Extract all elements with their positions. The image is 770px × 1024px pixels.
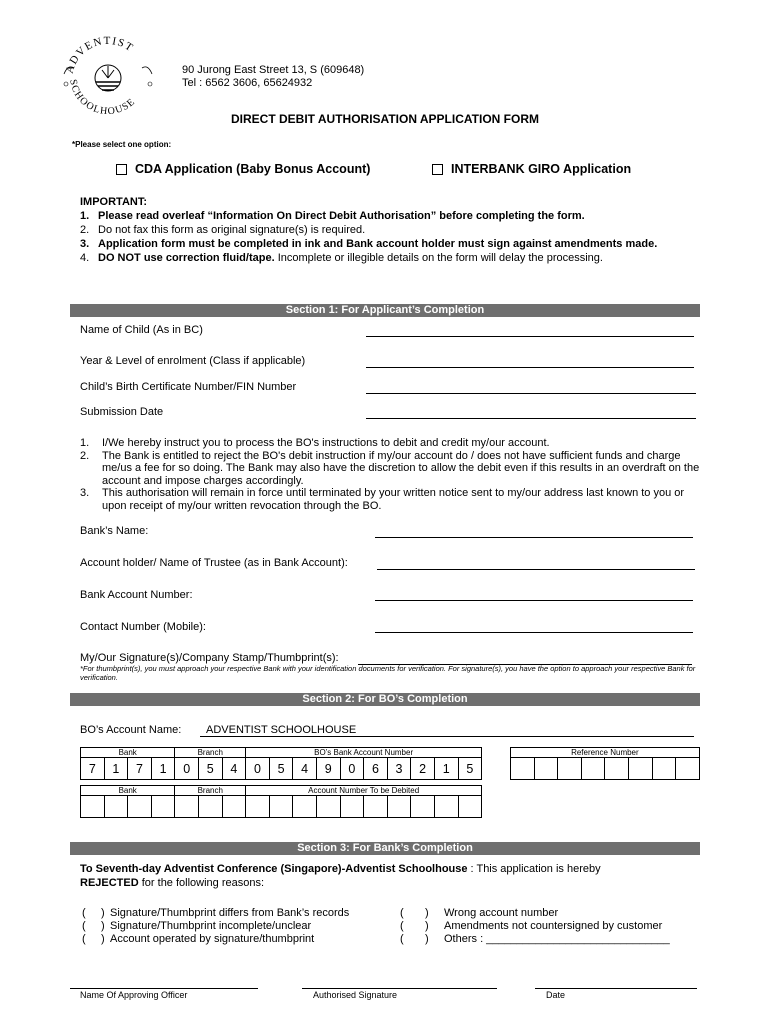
reference-number-table <box>510 747 700 780</box>
declaration-item: 3. This authorisation will remain in force until terminated by your written notice sent to my/our address last known to you or upon receipt of my/our written revocation through the BO. <box>80 487 685 512</box>
branch-digit: 5 <box>198 758 222 780</box>
reference-cell[interactable] <box>558 758 582 780</box>
intro-addressee: To Seventh-day Adventist Conference (Singapore)-Adventist Schoolhouse <box>80 863 468 875</box>
branch-digit: 4 <box>222 758 246 780</box>
account-cell[interactable] <box>387 796 411 818</box>
important-item: 2. Do not fax this form as original signature(s) is required. <box>80 224 366 236</box>
child-name-label: Name of Child (As in BC) <box>80 324 203 336</box>
reference-cell[interactable] <box>628 758 652 780</box>
account-cell[interactable] <box>269 796 293 818</box>
declaration-item: 2. The Bank is entitled to reject the BO's debit instruction if my/our account do / does not have sufficient funds and charge me/us a fee for so doing. The Bank may also have the discretion to allow the debit even if this results in an overdraft on the account and impose charges accordingly. <box>80 449 700 487</box>
important-item: 1. Please read overleaf “Information On Direct Debit Authorisation” before completing the form. <box>80 210 585 222</box>
signature-label: My/Our Signature(s)/Company Stamp/Thumbprint(s): <box>80 652 339 664</box>
bank-cell[interactable] <box>104 796 128 818</box>
reference-cell[interactable] <box>581 758 605 780</box>
bank-header: Bank <box>81 786 175 796</box>
reason-item[interactable]: ( ) Others : ______________________________ <box>400 933 670 945</box>
bank-account-number-field[interactable] <box>375 600 693 601</box>
account-digit: 0 <box>340 758 364 780</box>
section3-header: Section 3: For Bank’s Completion <box>70 842 700 855</box>
svg-text:ADVENTIST: ADVENTIST <box>63 34 136 75</box>
reason-item[interactable]: ( ) Signature/Thumbprint incomplete/unclear <box>82 920 312 932</box>
account-cell[interactable] <box>434 796 458 818</box>
section1-header: Section 1: For Applicant’s Completion <box>70 304 700 317</box>
important-notes <box>80 195 720 265</box>
form-title: DIRECT DEBIT AUTHORISATION APPLICATION FORM <box>231 112 539 126</box>
bank-digit: 1 <box>151 758 175 780</box>
submission-date-label: Submission Date <box>80 406 164 418</box>
cda-option-label: CDA Application (Baby Bonus Account) <box>135 162 371 176</box>
bo-account-header: BO’s Bank Account Number <box>246 748 482 758</box>
account-holder-label: Account holder/ Name of Trustee (as in Bank Account): <box>80 557 348 569</box>
account-cell[interactable] <box>246 796 270 818</box>
officer-label: Name Of Approving Officer <box>80 990 188 1000</box>
left-reasons <box>82 907 349 946</box>
child-name-field[interactable] <box>366 336 694 337</box>
school-address <box>182 64 364 90</box>
right-reasons <box>400 907 670 946</box>
account-cell[interactable] <box>411 796 435 818</box>
branch-cell[interactable] <box>198 796 222 818</box>
checkbox-icon[interactable] <box>116 164 127 175</box>
account-cell[interactable] <box>458 796 482 818</box>
checkbox-icon[interactable] <box>432 164 443 175</box>
birth-cert-field[interactable] <box>366 393 696 394</box>
thumbprint-note: *For thumbprint(s), you must approach your respective Bank with your identification documents for verification. For signature(s), you have the option to approach your respective Bank for verification. <box>80 664 696 682</box>
bank-cell[interactable] <box>81 796 105 818</box>
address-line: 90 Jurong East Street 13, S (609648) <box>182 64 365 76</box>
date-line[interactable] <box>535 988 697 989</box>
section3-intro: To Seventh-day Adventist Conference (Singapore)-Adventist Schoolhouse : This application is hereby REJECTED for the following reasons: <box>80 863 601 889</box>
cda-option[interactable] <box>116 162 370 176</box>
reference-cell[interactable] <box>605 758 629 780</box>
date-label: Date <box>546 990 566 1000</box>
account-digit: 5 <box>458 758 482 780</box>
authorised-signature-line[interactable] <box>302 988 497 989</box>
contact-number-label: Contact Number (Mobile): <box>80 621 206 633</box>
declaration-item: 1. I/We hereby instruct you to process the BO's instructions to debit and credit my/our account. <box>80 437 550 449</box>
account-cell[interactable] <box>364 796 388 818</box>
bank-name-label: Bank’s Name: <box>80 525 149 537</box>
contact-number-field[interactable] <box>375 632 693 633</box>
debit-account-table <box>80 785 482 818</box>
account-digit: 5 <box>269 758 293 780</box>
officer-signature-line[interactable] <box>70 988 258 989</box>
bank-cell[interactable] <box>151 796 175 818</box>
bank-header: Bank <box>81 748 175 758</box>
branch-header: Branch <box>175 748 246 758</box>
reason-item[interactable]: ( ) Account operated by signature/thumbprint <box>82 933 315 945</box>
bank-digit: 7 <box>81 758 105 780</box>
section2-header: Section 2: For BO’s Completion <box>70 693 700 706</box>
branch-header: Branch <box>175 786 246 796</box>
giro-option-label: INTERBANK GIRO Application <box>451 162 632 176</box>
account-digit: 3 <box>387 758 411 780</box>
account-digit: 0 <box>246 758 270 780</box>
branch-cell[interactable] <box>175 796 199 818</box>
bo-account-name-line <box>200 736 694 737</box>
bo-account-table <box>80 747 482 780</box>
bank-name-field[interactable] <box>375 537 693 538</box>
reference-cell[interactable] <box>676 758 700 780</box>
reason-item[interactable]: ( ) Signature/Thumbprint differs from Bank’s records <box>82 907 350 919</box>
account-digit: 1 <box>434 758 458 780</box>
enrolment-label: Year & Level of enrolment (Class if applicable) <box>80 355 306 367</box>
submission-date-field[interactable] <box>366 418 696 419</box>
account-digit: 6 <box>364 758 388 780</box>
giro-option[interactable] <box>432 162 631 176</box>
bank-digit: 7 <box>128 758 152 780</box>
reference-cell[interactable] <box>511 758 535 780</box>
declarations <box>80 437 700 512</box>
enrolment-field[interactable] <box>366 367 694 368</box>
reference-cell[interactable] <box>534 758 558 780</box>
birth-cert-label: Child’s Birth Certificate Number/FIN Number <box>80 381 297 393</box>
bank-account-number-label: Bank Account Number: <box>80 589 193 601</box>
account-cell[interactable] <box>293 796 317 818</box>
bank-digit: 1 <box>104 758 128 780</box>
account-holder-field[interactable] <box>377 569 695 570</box>
account-cell[interactable] <box>316 796 340 818</box>
important-item: 3. Application form must be completed in ink and Bank account holder must sign against amendments made. <box>80 238 658 250</box>
account-digit: 9 <box>316 758 340 780</box>
bank-cell[interactable] <box>128 796 152 818</box>
branch-digit: 0 <box>175 758 199 780</box>
branch-cell[interactable] <box>222 796 246 818</box>
reason-item[interactable]: ( ) Wrong account number <box>400 907 559 919</box>
reference-cell[interactable] <box>652 758 676 780</box>
telephone-line: Tel : 6562 3606, 65624932 <box>182 77 313 89</box>
rejected-label: REJECTED <box>80 877 139 889</box>
important-item: 4. DO NOT use correction fluid/tape. Incomplete or illegible details on the form will delay the processing. <box>80 252 603 264</box>
account-digit: 4 <box>293 758 317 780</box>
bo-account-name-value: ADVENTIST SCHOOLHOUSE <box>206 724 357 736</box>
authorised-label: Authorised Signature <box>313 990 398 1000</box>
svg-text:SCHOOLHOUSE: SCHOOLHOUSE <box>67 78 138 118</box>
reference-header: Reference Number <box>511 748 700 758</box>
account-digit: 2 <box>411 758 435 780</box>
reason-item[interactable]: ( ) Amendments not countersigned by customer <box>400 920 663 932</box>
bo-account-name-label: BO’s Account Name: <box>80 724 182 736</box>
important-heading: IMPORTANT: <box>80 196 148 208</box>
debit-account-header: Account Number To be Debited <box>246 786 482 796</box>
account-cell[interactable] <box>340 796 364 818</box>
select-note: *Please select one option: <box>72 140 172 149</box>
